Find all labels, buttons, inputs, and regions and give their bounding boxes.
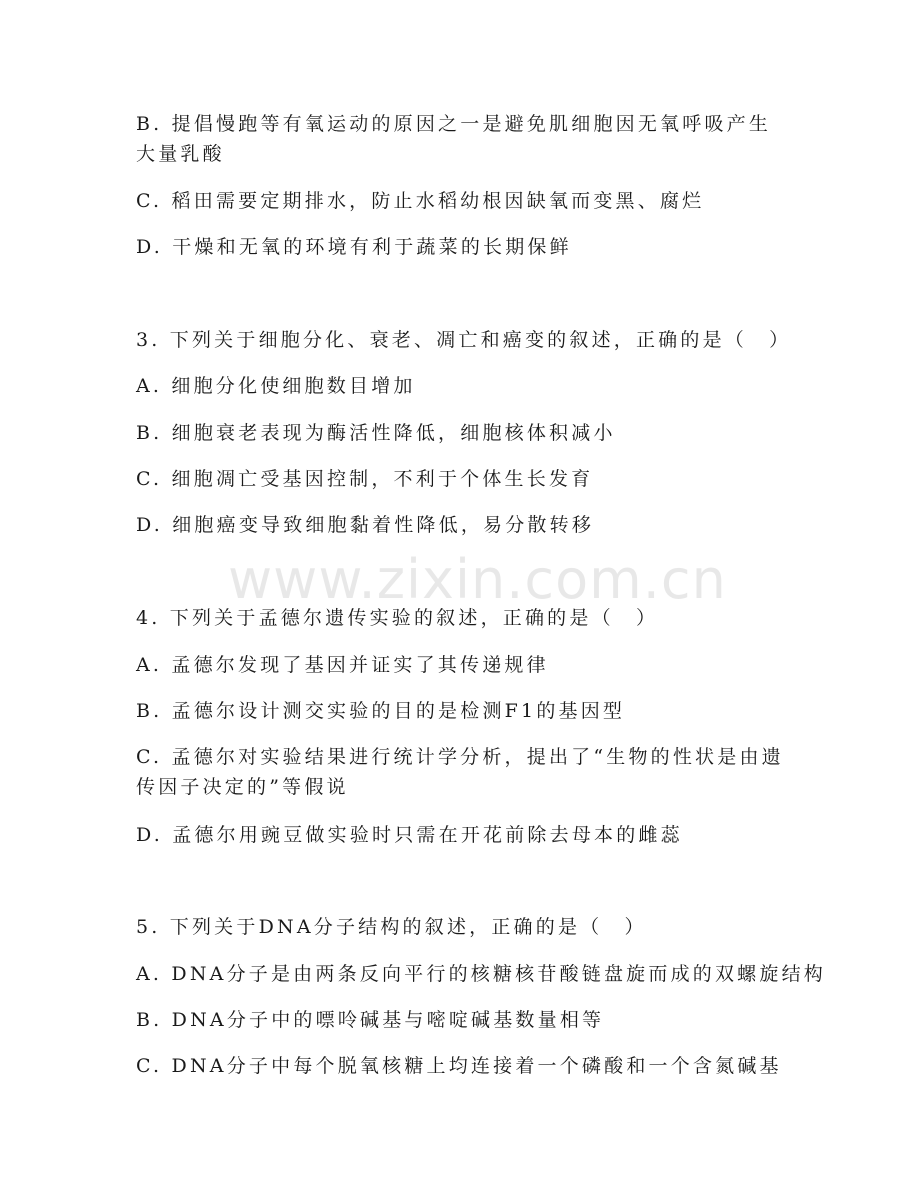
option-d-q4: D. 孟德尔用豌豆做实验时只需在开花前除去母本的雌蕊	[136, 824, 683, 846]
question-3: 3. 下列关于细胞分化、衰老、凋亡和癌变的叙述，正确的是（ ）	[136, 329, 792, 351]
option-c-q4: C. 孟德尔对实验结果进行统计学分析，提出了“生物的性状是由遗传因子决定的”等假说	[136, 746, 784, 798]
option-b-q2: B. 提倡慢跑等有氧运动的原因之一是避免肌细胞因无氧呼吸产生大量乳酸	[136, 113, 772, 165]
option-c-q3: C. 细胞凋亡受基因控制，不利于个体生长发育	[136, 468, 594, 490]
question-4: 4. 下列关于孟德尔遗传实验的叙述，正确的是（ ）	[136, 607, 659, 629]
watermark: www.zixin.com.cn	[228, 548, 727, 611]
option-d-q2: D. 干燥和无氧的环境有利于蔬菜的长期保鲜	[136, 236, 572, 258]
option-b-q4: B. 孟德尔设计测交实验的目的是检测F1的基因型	[136, 700, 626, 722]
question-5: 5. 下列关于DNA分子结构的叙述，正确的是（ ）	[136, 916, 647, 938]
option-c-q2: C. 稻田需要定期排水，防止水稻幼根因缺氧而变黑、腐烂	[136, 190, 705, 212]
option-c-q5: C. DNA分子中每个脱氧核糖上均连接着一个磷酸和一个含氮碱基	[136, 1055, 782, 1077]
option-b-q3: B. 细胞衰老表现为酶活性降低，细胞核体积减小	[136, 422, 616, 444]
option-a-q5: A. DNA分子是由两条反向平行的核糖核苷酸链盘旋而成的双螺旋结构	[136, 963, 826, 985]
option-a-q4: A. 孟德尔发现了基因并证实了其传递规律	[136, 654, 549, 676]
option-d-q3: D. 细胞癌变导致细胞黏着性降低，易分散转移	[136, 514, 595, 536]
option-b-q5: B. DNA分子中的嘌呤碱基与嘧啶碱基数量相等	[136, 1009, 605, 1031]
option-a-q3: A. 细胞分化使细胞数目增加	[136, 375, 416, 397]
